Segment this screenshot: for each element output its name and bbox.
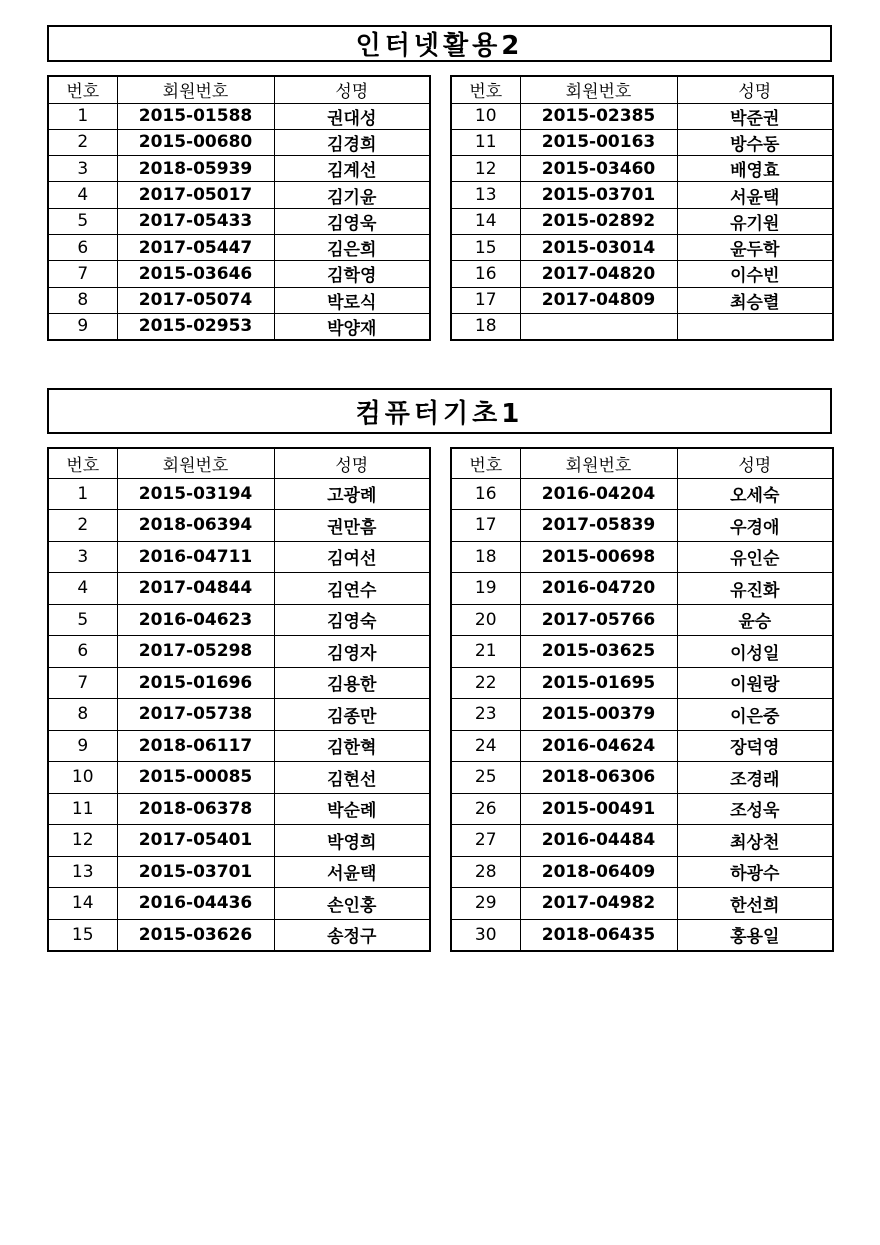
- class-section-internet: [47, 25, 834, 339]
- cell-member-id: 2017-05074: [117, 287, 274, 313]
- cell-name: 권만흠: [274, 510, 430, 542]
- cell-member-id: 2018-05939: [117, 156, 274, 182]
- table-row: [48, 636, 430, 668]
- table-row: [48, 234, 430, 260]
- cell-name: 김경희: [274, 129, 430, 155]
- cell-name: 김학영: [274, 261, 430, 287]
- table-header-row: [48, 76, 430, 103]
- cell-number: 10: [451, 103, 520, 129]
- header-member-id: 회원번호: [520, 76, 677, 103]
- cell-number: 9: [48, 313, 117, 340]
- roster-table-right: [450, 447, 834, 952]
- cell-number: 27: [451, 825, 520, 857]
- cell-number: 18: [451, 541, 520, 573]
- cell-member-id: 2015-00379: [520, 699, 677, 731]
- cell-number: 2: [48, 510, 117, 542]
- class-section-computer: [47, 388, 834, 947]
- cell-name: [677, 313, 833, 339]
- cell-number: 8: [48, 287, 117, 313]
- table-row: [48, 762, 430, 794]
- cell-member-id: 2017-05738: [117, 699, 274, 731]
- cell-name: 김용한: [274, 667, 430, 699]
- cell-member-id: 2016-04711: [117, 541, 274, 573]
- cell-member-id: 2015-03014: [520, 234, 677, 260]
- header-number: 번호: [48, 76, 117, 103]
- table-row: [48, 478, 430, 510]
- cell-member-id: 2017-05017: [117, 182, 274, 208]
- cell-number: 23: [451, 699, 520, 731]
- cell-name: 권대성: [274, 103, 430, 129]
- cell-number: 6: [48, 234, 117, 260]
- cell-member-id: 2016-04204: [520, 478, 677, 510]
- cell-number: 15: [451, 234, 520, 260]
- table-row: [48, 103, 430, 129]
- cell-number: 5: [48, 604, 117, 636]
- cell-number: 4: [48, 573, 117, 605]
- table-row: [48, 510, 430, 542]
- table-header-row: [48, 448, 430, 478]
- cell-name: 김영숙: [274, 604, 430, 636]
- cell-name: 유진화: [677, 573, 833, 605]
- table-row: [451, 825, 833, 857]
- table-row: [451, 856, 833, 888]
- header-name: 성명: [274, 76, 430, 103]
- cell-number: 10: [48, 762, 117, 794]
- header-name: 성명: [274, 448, 430, 478]
- cell-name: 김은희: [274, 234, 430, 260]
- cell-member-id: 2015-01695: [520, 667, 677, 699]
- table-row: [451, 510, 833, 542]
- cell-number: 1: [48, 103, 117, 129]
- cell-name: 김한혁: [274, 730, 430, 762]
- cell-name: 김종만: [274, 699, 430, 731]
- cell-member-id: 2018-06306: [520, 762, 677, 794]
- cell-member-id: 2017-04809: [520, 287, 677, 313]
- cell-member-id: 2016-04720: [520, 573, 677, 605]
- cell-name: 김연수: [274, 573, 430, 605]
- cell-name: 박순례: [274, 793, 430, 825]
- cell-number: 22: [451, 667, 520, 699]
- cell-member-id: 2016-04624: [520, 730, 677, 762]
- cell-name: 김현선: [274, 762, 430, 794]
- cell-number: 17: [451, 287, 520, 313]
- cell-number: 28: [451, 856, 520, 888]
- table-row: [48, 888, 430, 920]
- header-member-id: 회원번호: [117, 448, 274, 478]
- cell-name: 박영희: [274, 825, 430, 857]
- cell-member-id: 2018-06117: [117, 730, 274, 762]
- cell-number: 13: [451, 182, 520, 208]
- table-row: [451, 762, 833, 794]
- cell-member-id: 2017-04844: [117, 573, 274, 605]
- table-row: [451, 573, 833, 605]
- cell-number: 1: [48, 478, 117, 510]
- table-row: [451, 604, 833, 636]
- cell-member-id: 2016-04436: [117, 888, 274, 920]
- cell-number: 24: [451, 730, 520, 762]
- cell-number: 11: [451, 129, 520, 155]
- cell-member-id: 2017-04820: [520, 261, 677, 287]
- cell-number: 26: [451, 793, 520, 825]
- cell-number: 15: [48, 919, 117, 951]
- cell-member-id: 2015-00680: [117, 129, 274, 155]
- cell-number: 12: [451, 156, 520, 182]
- cell-name: 이원랑: [677, 667, 833, 699]
- cell-name: 이수빈: [677, 261, 833, 287]
- cell-number: 7: [48, 261, 117, 287]
- cell-number: 3: [48, 156, 117, 182]
- roster-table-right: [450, 75, 834, 341]
- cell-name: 김계선: [274, 156, 430, 182]
- table-row: [451, 919, 833, 951]
- cell-name: 서윤택: [677, 182, 833, 208]
- cell-member-id: 2018-06394: [117, 510, 274, 542]
- cell-member-id: 2015-03194: [117, 478, 274, 510]
- cell-number: 18: [451, 313, 520, 339]
- header-member-id: 회원번호: [520, 448, 677, 478]
- cell-member-id: 2017-05447: [117, 234, 274, 260]
- header-name: 성명: [677, 448, 833, 478]
- table-row: [48, 793, 430, 825]
- cell-number: 30: [451, 919, 520, 951]
- table-row: [451, 478, 833, 510]
- table-row: [48, 261, 430, 287]
- table-row: [48, 919, 430, 951]
- cell-name: 박로식: [274, 287, 430, 313]
- table-row: [451, 287, 833, 313]
- cell-name: 박준권: [677, 103, 833, 129]
- cell-member-id: 2018-06409: [520, 856, 677, 888]
- cell-number: 7: [48, 667, 117, 699]
- cell-name: 배영효: [677, 156, 833, 182]
- table-row: [451, 541, 833, 573]
- cell-member-id: [520, 313, 677, 339]
- cell-name: 한선희: [677, 888, 833, 920]
- cell-number: 5: [48, 208, 117, 234]
- cell-member-id: 2015-01696: [117, 667, 274, 699]
- cell-name: 송정구: [274, 919, 430, 951]
- cell-name: 장덕영: [677, 730, 833, 762]
- header-number: 번호: [451, 448, 520, 478]
- cell-number: 14: [48, 888, 117, 920]
- cell-member-id: 2015-02892: [520, 208, 677, 234]
- cell-member-id: 2018-06378: [117, 793, 274, 825]
- cell-name: 고광례: [274, 478, 430, 510]
- header-number: 번호: [48, 448, 117, 478]
- cell-number: 16: [451, 478, 520, 510]
- table-row: [451, 103, 833, 129]
- table-row: [451, 730, 833, 762]
- table-row: [451, 888, 833, 920]
- roster-table-left: [47, 75, 431, 341]
- table-row: [451, 667, 833, 699]
- cell-name: 유기원: [677, 208, 833, 234]
- cell-name: 이성일: [677, 636, 833, 668]
- table-row: [451, 699, 833, 731]
- cell-name: 김영자: [274, 636, 430, 668]
- cell-name: 유인순: [677, 541, 833, 573]
- table-row: [48, 208, 430, 234]
- cell-member-id: 2016-04623: [117, 604, 274, 636]
- table-row: [48, 667, 430, 699]
- cell-number: 9: [48, 730, 117, 762]
- table-row: [48, 287, 430, 313]
- roster-table-left: [47, 447, 431, 952]
- table-row: [451, 208, 833, 234]
- cell-member-id: 2015-03460: [520, 156, 677, 182]
- cell-number: 19: [451, 573, 520, 605]
- cell-name: 조성욱: [677, 793, 833, 825]
- table-row: [48, 182, 430, 208]
- header-member-id: 회원번호: [117, 76, 274, 103]
- cell-name: 하광수: [677, 856, 833, 888]
- cell-name: 윤승: [677, 604, 833, 636]
- cell-number: 25: [451, 762, 520, 794]
- cell-member-id: 2015-03626: [117, 919, 274, 951]
- cell-member-id: 2015-03701: [520, 182, 677, 208]
- cell-number: 14: [451, 208, 520, 234]
- cell-member-id: 2015-03625: [520, 636, 677, 668]
- table-row: [451, 234, 833, 260]
- cell-name: 방수동: [677, 129, 833, 155]
- header-number: 번호: [451, 76, 520, 103]
- cell-name: 서윤택: [274, 856, 430, 888]
- cell-number: 8: [48, 699, 117, 731]
- cell-number: 4: [48, 182, 117, 208]
- table-header-row: [451, 448, 833, 478]
- cell-name: 이은중: [677, 699, 833, 731]
- cell-name: 조경래: [677, 762, 833, 794]
- table-row: [48, 541, 430, 573]
- cell-number: 13: [48, 856, 117, 888]
- cell-name: 손인홍: [274, 888, 430, 920]
- table-row: [451, 636, 833, 668]
- cell-member-id: 2017-04982: [520, 888, 677, 920]
- cell-name: 우경애: [677, 510, 833, 542]
- table-row: [451, 156, 833, 182]
- cell-member-id: 2017-05839: [520, 510, 677, 542]
- cell-number: 20: [451, 604, 520, 636]
- cell-member-id: 2015-02953: [117, 313, 274, 340]
- cell-number: 3: [48, 541, 117, 573]
- table-row: [48, 699, 430, 731]
- section-title: 컴퓨터기초1: [47, 388, 832, 434]
- table-row: [48, 156, 430, 182]
- cell-number: 6: [48, 636, 117, 668]
- cell-member-id: 2015-00698: [520, 541, 677, 573]
- cell-member-id: 2018-06435: [520, 919, 677, 951]
- table-row: [451, 793, 833, 825]
- table-row: [451, 129, 833, 155]
- cell-name: 오세숙: [677, 478, 833, 510]
- cell-name: 최상천: [677, 825, 833, 857]
- table-row: [48, 604, 430, 636]
- cell-member-id: 2015-00085: [117, 762, 274, 794]
- cell-name: 윤두학: [677, 234, 833, 260]
- cell-name: 김영욱: [274, 208, 430, 234]
- cell-member-id: 2015-03701: [117, 856, 274, 888]
- cell-member-id: 2016-04484: [520, 825, 677, 857]
- cell-number: 11: [48, 793, 117, 825]
- cell-member-id: 2017-05298: [117, 636, 274, 668]
- cell-member-id: 2015-03646: [117, 261, 274, 287]
- table-header-row: [451, 76, 833, 103]
- cell-number: 16: [451, 261, 520, 287]
- cell-name: 김여선: [274, 541, 430, 573]
- cell-number: 29: [451, 888, 520, 920]
- table-row: [48, 856, 430, 888]
- cell-member-id: 2017-05401: [117, 825, 274, 857]
- cell-number: 17: [451, 510, 520, 542]
- cell-name: 김기윤: [274, 182, 430, 208]
- cell-member-id: 2015-02385: [520, 103, 677, 129]
- cell-name: 박양재: [274, 313, 430, 340]
- table-row: [48, 730, 430, 762]
- cell-number: 2: [48, 129, 117, 155]
- table-row: [451, 261, 833, 287]
- table-row: [48, 825, 430, 857]
- cell-name: 홍용일: [677, 919, 833, 951]
- table-row: [48, 573, 430, 605]
- cell-member-id: 2015-00491: [520, 793, 677, 825]
- cell-number: 21: [451, 636, 520, 668]
- cell-name: 최승렬: [677, 287, 833, 313]
- table-row: [48, 129, 430, 155]
- section-title: 인터넷활용2: [47, 25, 832, 62]
- cell-number: 12: [48, 825, 117, 857]
- cell-member-id: 2017-05766: [520, 604, 677, 636]
- cell-member-id: 2015-01588: [117, 103, 274, 129]
- cell-member-id: 2015-00163: [520, 129, 677, 155]
- table-row: [48, 313, 430, 340]
- table-row: [451, 182, 833, 208]
- header-name: 성명: [677, 76, 833, 103]
- table-row: [451, 313, 833, 339]
- cell-member-id: 2017-05433: [117, 208, 274, 234]
